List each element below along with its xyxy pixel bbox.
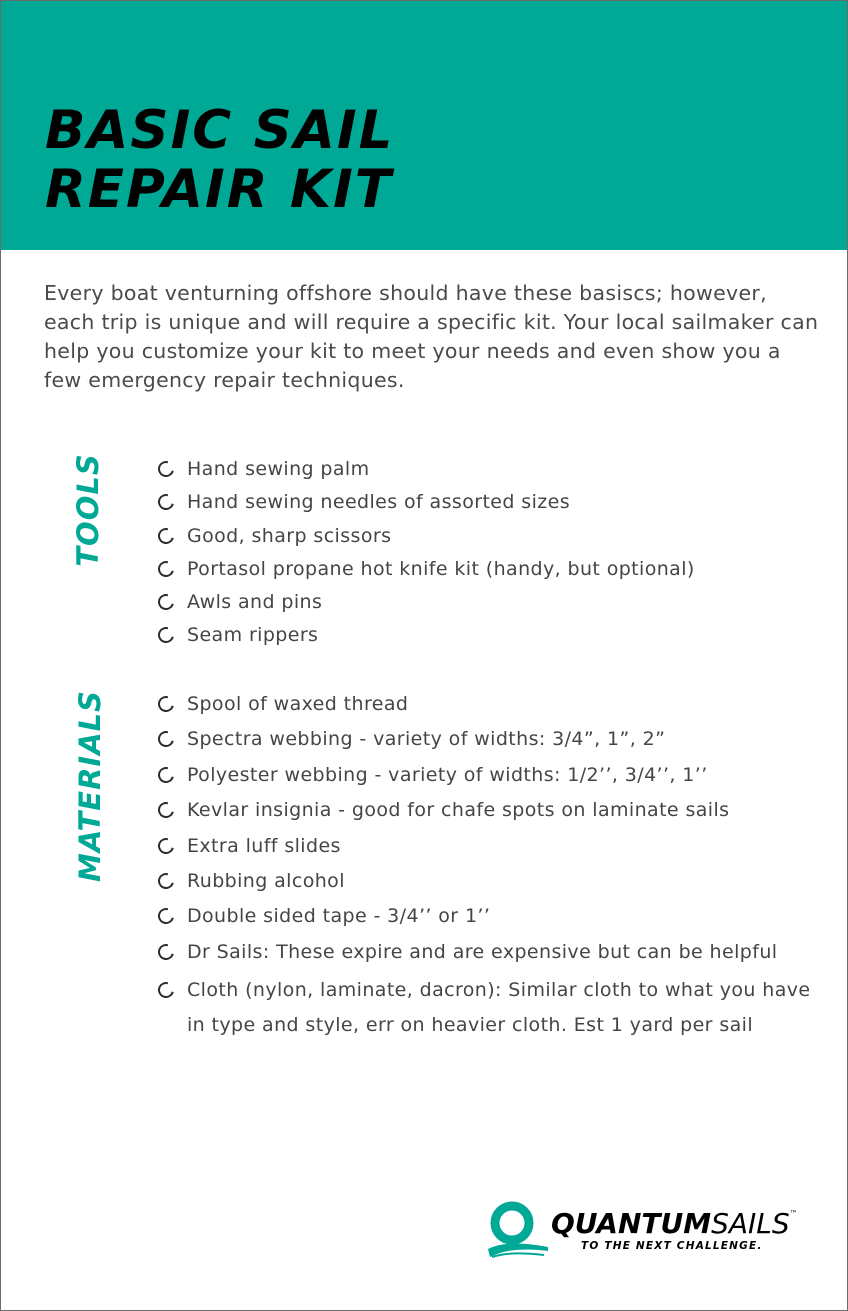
intro-paragraph: Every boat venturning offshore should have these basiscs; however, each trip is unique and will require a specific kit. Your local sailmaker can help you customize your kit to meet your needs and even show you a few emergency repair techniques. — [44, 281, 819, 392]
trademark-symbol: ™ — [789, 1209, 798, 1218]
checklist-item — [156, 455, 695, 488]
checklist-item — [156, 690, 827, 725]
materials-checklist — [156, 690, 827, 1043]
checklist-item-text: Rubbing alcohol — [187, 869, 345, 892]
checkbox-circle-icon — [155, 799, 177, 821]
checklist-item-text: Spool of waxed thread — [187, 693, 409, 715]
checklist-item — [156, 938, 827, 973]
checkbox-circle-icon — [155, 625, 177, 647]
checklist-item-text: Portasol propane hot knife kit (handy, but optional) — [187, 557, 695, 580]
checklist-item — [156, 725, 827, 760]
section-label-tools: TOOLS — [71, 453, 105, 567]
checklist-item-text: Dr Sails: These expire and are expensive but can be helpful — [187, 940, 778, 963]
checklist-item — [156, 902, 827, 937]
quantum-sails-logo — [486, 1197, 796, 1267]
title-line-1: BASIC SAIL — [45, 100, 395, 161]
checklist-item-text: Polyester webbing - variety of widths: 1/2’’, 3/4’’, 1’’ — [187, 763, 708, 786]
title-line-2: REPAIR KIT — [45, 159, 393, 220]
brand-tagline: TO THE NEXT CHALLENGE. — [581, 1240, 763, 1252]
checklist-item — [156, 488, 695, 521]
checkbox-circle-icon — [155, 525, 177, 547]
checklist-item — [156, 867, 827, 902]
checkbox-circle-icon — [155, 870, 177, 892]
checklist-item — [156, 796, 827, 831]
checkbox-circle-icon — [155, 491, 177, 513]
checklist-item-text: Awls and pins — [187, 591, 323, 614]
checkbox-circle-icon — [155, 979, 177, 1001]
checklist-item-text: Extra luff slides — [187, 834, 341, 857]
page-title — [45, 101, 394, 219]
checklist-item-text: Seam rippers — [187, 624, 319, 647]
tools-checklist — [156, 455, 695, 655]
checklist-item-text: Hand sewing palm — [187, 458, 370, 480]
checklist-item-text: Hand sewing needles of assorted sizes — [187, 491, 571, 514]
checklist-item — [156, 973, 827, 1043]
checkbox-circle-icon — [155, 558, 177, 580]
checkbox-circle-icon — [155, 835, 177, 857]
checkbox-circle-icon — [155, 591, 177, 613]
brand-name-bold: QUANTUM — [551, 1207, 712, 1240]
checklist-item — [156, 555, 695, 588]
title-banner — [1, 1, 847, 250]
checklist-item — [156, 588, 695, 621]
checkbox-circle-icon — [155, 728, 177, 750]
checklist-item-text: Good, sharp scissors — [187, 524, 392, 547]
checklist-item-text: Kevlar insignia - good for chafe spots on laminate sails — [187, 799, 730, 822]
checklist-item-text: Spectra webbing - variety of widths: 3/4”, 1”, 2” — [187, 728, 666, 751]
checklist-item-text: Cloth (nylon, laminate, dacron): Similar cloth to what you have in type and style, err on heavier cloth. Est 1 yard per sail — [187, 979, 811, 1037]
section-label-materials: MATERIALS — [73, 689, 107, 883]
checklist-item — [156, 761, 827, 796]
checkbox-circle-icon — [155, 693, 177, 715]
checkbox-circle-icon — [155, 905, 177, 927]
quantum-ring-logo-icon — [486, 1197, 550, 1267]
brand-name — [551, 1207, 798, 1240]
checklist-item — [156, 522, 695, 555]
checkbox-circle-icon — [155, 458, 177, 480]
checkbox-circle-icon — [155, 764, 177, 786]
brand-name-light: SAILS — [711, 1207, 790, 1240]
checklist-item — [156, 621, 695, 654]
checkbox-circle-icon — [155, 941, 177, 963]
checklist-item-text: Double sided tape - 3/4’’ or 1’’ — [187, 905, 491, 928]
checklist-item — [156, 832, 827, 867]
